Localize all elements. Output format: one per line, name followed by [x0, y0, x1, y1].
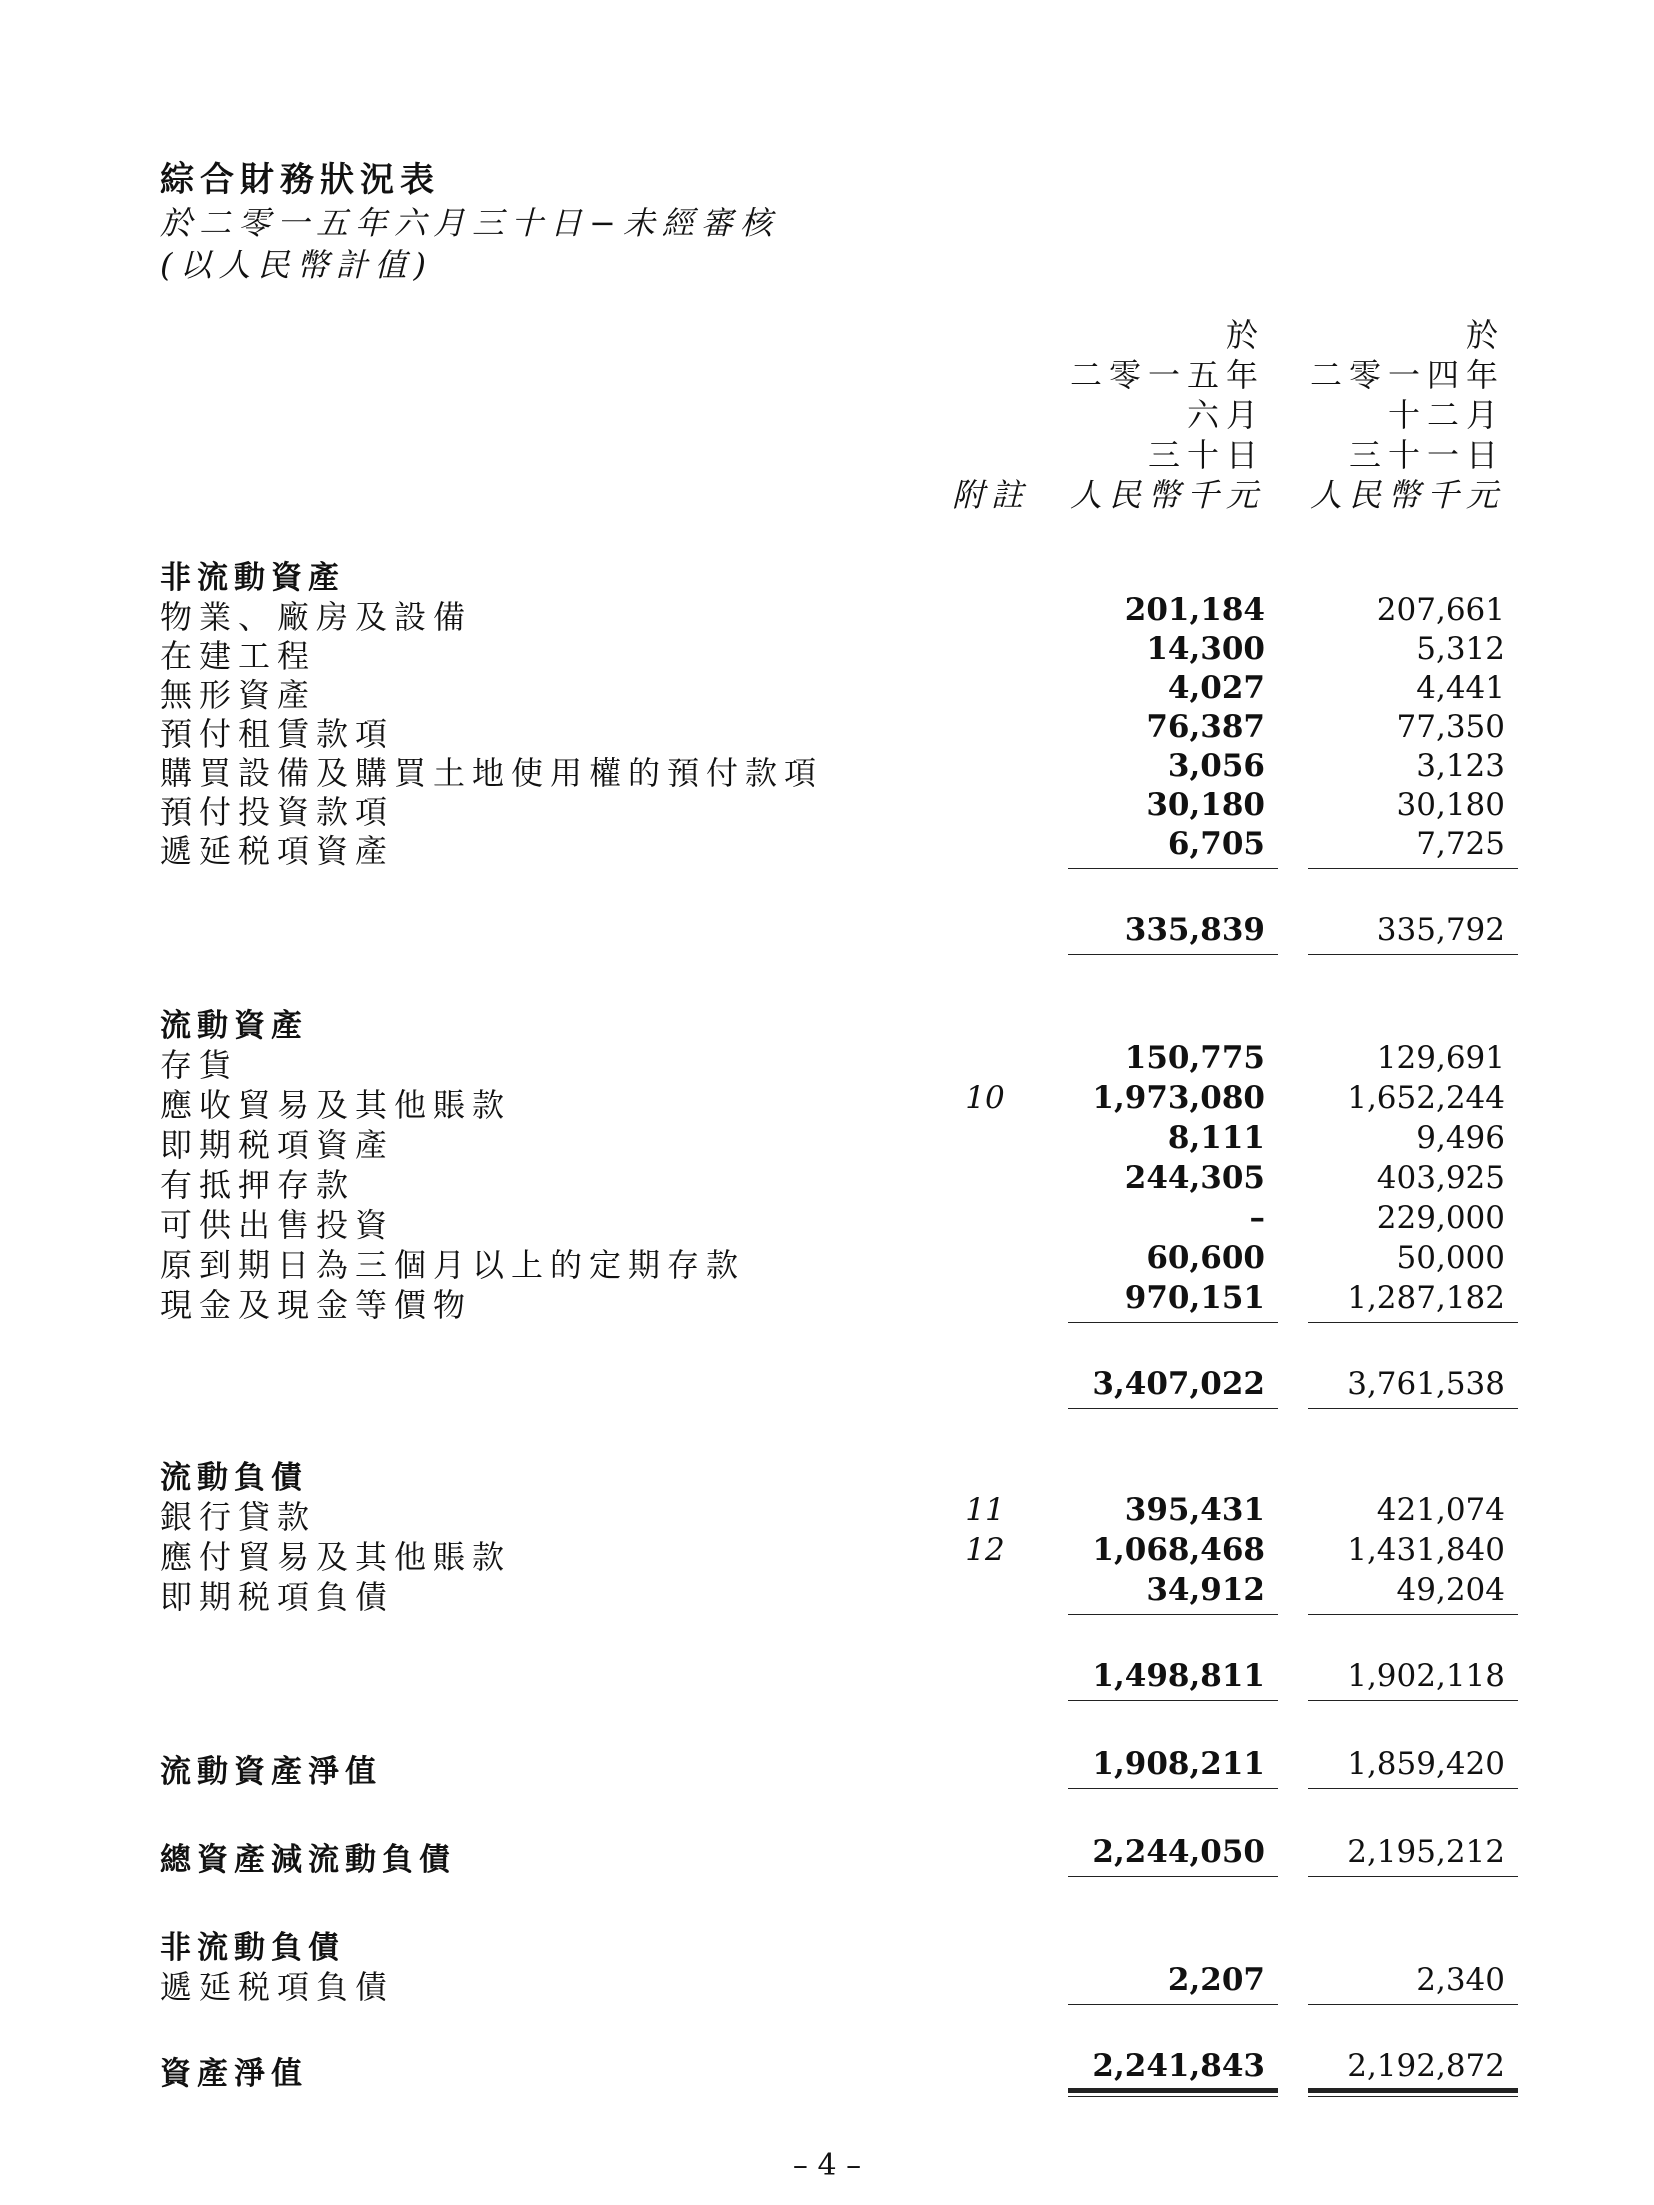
subtotal-rule — [1308, 1700, 1518, 1701]
row-label: 現金及現金等價物 — [160, 1286, 473, 1324]
subtotal-rule — [1068, 1614, 1278, 1615]
column-header-2014 — [1265, 315, 1505, 515]
table-row — [0, 1962, 1654, 2006]
value-2015: 6,705 — [1167, 826, 1265, 862]
subtotal-2014: 1,902,118 — [1347, 1658, 1505, 1694]
double-rule — [1308, 2096, 1518, 2097]
header-line: 三十一日 — [1348, 436, 1505, 474]
header-line: 於 — [1465, 316, 1505, 354]
value-2015: 201,184 — [1124, 592, 1265, 628]
subtotal-rule — [1308, 1876, 1518, 1877]
table-row — [0, 592, 1654, 636]
subtotal-2015: 335,839 — [1124, 912, 1265, 948]
value-2015: 30,180 — [1146, 787, 1265, 823]
row-label: 無形資產 — [160, 676, 317, 714]
value-2014: 1,859,420 — [1347, 1746, 1505, 1782]
subtitle-currency: (以人民幣計值) — [160, 246, 433, 284]
section-heading: 非流動資產 — [160, 560, 345, 596]
header-line: 三十日 — [1147, 436, 1265, 474]
row-label: 流動資產淨值 — [160, 1754, 382, 1790]
row-label: 總資產減流動負債 — [160, 1842, 456, 1878]
value-2014: 7,725 — [1416, 826, 1505, 862]
net-current-assets-row — [0, 1746, 1654, 1790]
value-2014: 50,000 — [1396, 1240, 1505, 1276]
table-row — [0, 1572, 1654, 1616]
double-rule — [1308, 2088, 1518, 2093]
subtotal-rule — [1308, 954, 1518, 955]
value-2015: 8,111 — [1167, 1120, 1265, 1156]
row-label: 即期税項資產 — [160, 1126, 395, 1164]
subtotal-row — [0, 1366, 1654, 1406]
header-line: 六月 — [1186, 396, 1265, 434]
table-row — [0, 709, 1654, 753]
value-2014: 1,652,244 — [1347, 1080, 1505, 1116]
value-2014: 9,496 — [1416, 1120, 1505, 1156]
subtotal-2014: 335,792 — [1376, 912, 1505, 948]
value-2014: 129,691 — [1376, 1040, 1505, 1076]
page-number: – 4 – — [792, 2148, 862, 2183]
value-2014: 4,441 — [1416, 670, 1505, 706]
value-2015: 1,973,080 — [1092, 1080, 1265, 1116]
value-2014: 30,180 — [1396, 787, 1505, 823]
value-2015: 14,300 — [1146, 631, 1265, 667]
header-line: 於 — [1225, 316, 1265, 354]
section-heading: 流動資產 — [160, 1008, 308, 1044]
value-2014: 403,925 — [1376, 1160, 1505, 1196]
value-2015: 2,207 — [1167, 1962, 1265, 1998]
row-label: 應付貿易及其他賬款 — [160, 1538, 512, 1576]
table-row — [0, 670, 1654, 714]
value-2015: 1,068,468 — [1092, 1532, 1265, 1568]
row-label: 銀行貸款 — [160, 1498, 317, 1536]
row-label: 物業、廠房及設備 — [160, 598, 473, 636]
value-2015: 395,431 — [1124, 1492, 1265, 1528]
table-row — [0, 1200, 1654, 1244]
subtotal-2015: 3,407,022 — [1092, 1366, 1265, 1402]
subtotal-rule — [1068, 1700, 1278, 1701]
value-2015: 4,027 — [1167, 670, 1265, 706]
value-2015: 970,151 — [1124, 1280, 1265, 1316]
value-2014: 229,000 — [1376, 1200, 1505, 1236]
subtitle-date: 於二零一五年六月三十日−未經審核 — [160, 204, 779, 242]
net-assets-row — [0, 2048, 1654, 2092]
table-row — [0, 1280, 1654, 1324]
value-2014: 3,123 — [1416, 748, 1505, 784]
note-ref: 11 — [965, 1492, 1005, 1528]
column-header-note: 附註 — [951, 476, 1030, 514]
header-line: 二零一四年 — [1309, 356, 1505, 394]
row-label: 預付租賃款項 — [160, 715, 395, 753]
subtotal-row — [0, 1658, 1654, 1698]
value-2015: 60,600 — [1146, 1240, 1265, 1276]
total-assets-less-cl-row — [0, 1834, 1654, 1878]
subtotal-rule — [1068, 2004, 1278, 2005]
table-row — [0, 748, 1654, 792]
row-label: 存貨 — [160, 1046, 239, 1084]
value-2015: 34,912 — [1146, 1572, 1265, 1608]
table-row — [0, 1120, 1654, 1164]
table-row — [0, 1160, 1654, 1204]
table-row — [0, 1240, 1654, 1284]
double-rule — [1068, 2088, 1278, 2093]
row-label: 在建工程 — [160, 637, 317, 675]
subtotal-rule — [1308, 2004, 1518, 2005]
column-header-2015 — [1025, 315, 1265, 515]
value-2015: 150,775 — [1124, 1040, 1265, 1076]
table-row — [0, 826, 1654, 870]
row-label: 購買設備及購買土地使用權的預付款項 — [160, 754, 824, 792]
table-row — [0, 1080, 1654, 1124]
header-line: 人民幣千元 — [1069, 476, 1265, 514]
table-row — [0, 787, 1654, 831]
row-label: 資產淨值 — [160, 2056, 308, 2092]
value-2015: 2,241,843 — [1092, 2048, 1265, 2084]
value-2014: 2,192,872 — [1347, 2048, 1505, 2084]
subtotal-rule — [1068, 868, 1278, 869]
section-heading: 非流動負債 — [160, 1930, 345, 1966]
subtotal-rule — [1068, 1876, 1278, 1877]
row-label: 原到期日為三個月以上的定期存款 — [160, 1246, 746, 1284]
subtotal-rule — [1068, 1788, 1278, 1789]
value-2014: 49,204 — [1396, 1572, 1505, 1608]
table-row — [0, 1040, 1654, 1084]
value-2014: 1,431,840 — [1347, 1532, 1505, 1568]
row-label: 有抵押存款 — [160, 1166, 356, 1204]
subtotal-2014: 3,761,538 — [1347, 1366, 1505, 1402]
row-label: 應收貿易及其他賬款 — [160, 1086, 512, 1124]
table-row — [0, 1492, 1654, 1536]
subtotal-rule — [1308, 1322, 1518, 1323]
subtotal-rule — [1308, 1788, 1518, 1789]
value-2014: 2,195,212 — [1347, 1834, 1505, 1870]
table-row — [0, 1532, 1654, 1576]
value-2015: 2,244,050 — [1092, 1834, 1265, 1870]
table-row — [0, 631, 1654, 675]
value-2015: 3,056 — [1167, 748, 1265, 784]
section-heading-row — [0, 552, 1654, 596]
value-2015: 1,908,211 — [1092, 1746, 1265, 1782]
value-2014: 421,074 — [1376, 1492, 1505, 1528]
subtotal-rule — [1068, 1408, 1278, 1409]
subtotal-rule — [1068, 954, 1278, 955]
subtotal-rule — [1308, 1614, 1518, 1615]
double-rule — [1068, 2096, 1278, 2097]
header-line: 十二月 — [1387, 396, 1505, 434]
row-label: 遞延税項負債 — [160, 1968, 395, 2006]
subtotal-rule — [1308, 1408, 1518, 1409]
value-2014: 5,312 — [1416, 631, 1505, 667]
section-heading-row — [0, 1452, 1654, 1496]
header-line: 二零一五年 — [1069, 356, 1265, 394]
section-heading-row — [0, 1922, 1654, 1966]
value-2014: 77,350 — [1396, 709, 1505, 745]
row-label: 遞延税項資產 — [160, 832, 395, 870]
note-ref: 10 — [965, 1080, 1005, 1116]
header-line: 人民幣千元 — [1309, 476, 1505, 514]
subtotal-row — [0, 912, 1654, 952]
value-2015: 76,387 — [1146, 709, 1265, 745]
value-2015: – — [1249, 1200, 1265, 1236]
subtotal-rule — [1308, 868, 1518, 869]
row-label: 可供出售投資 — [160, 1206, 395, 1244]
section-heading-row — [0, 1000, 1654, 1044]
subtotal-rule — [1068, 1322, 1278, 1323]
value-2014: 207,661 — [1376, 592, 1505, 628]
row-label: 即期税項負債 — [160, 1578, 395, 1616]
value-2015: 244,305 — [1124, 1160, 1265, 1196]
subtotal-2015: 1,498,811 — [1092, 1658, 1265, 1694]
page-title: 綜合財務狀況表 — [160, 160, 440, 200]
value-2014: 1,287,182 — [1347, 1280, 1505, 1316]
section-heading: 流動負債 — [160, 1460, 308, 1496]
value-2014: 2,340 — [1416, 1962, 1505, 1998]
row-label: 預付投資款項 — [160, 793, 395, 831]
note-ref: 12 — [965, 1532, 1005, 1568]
